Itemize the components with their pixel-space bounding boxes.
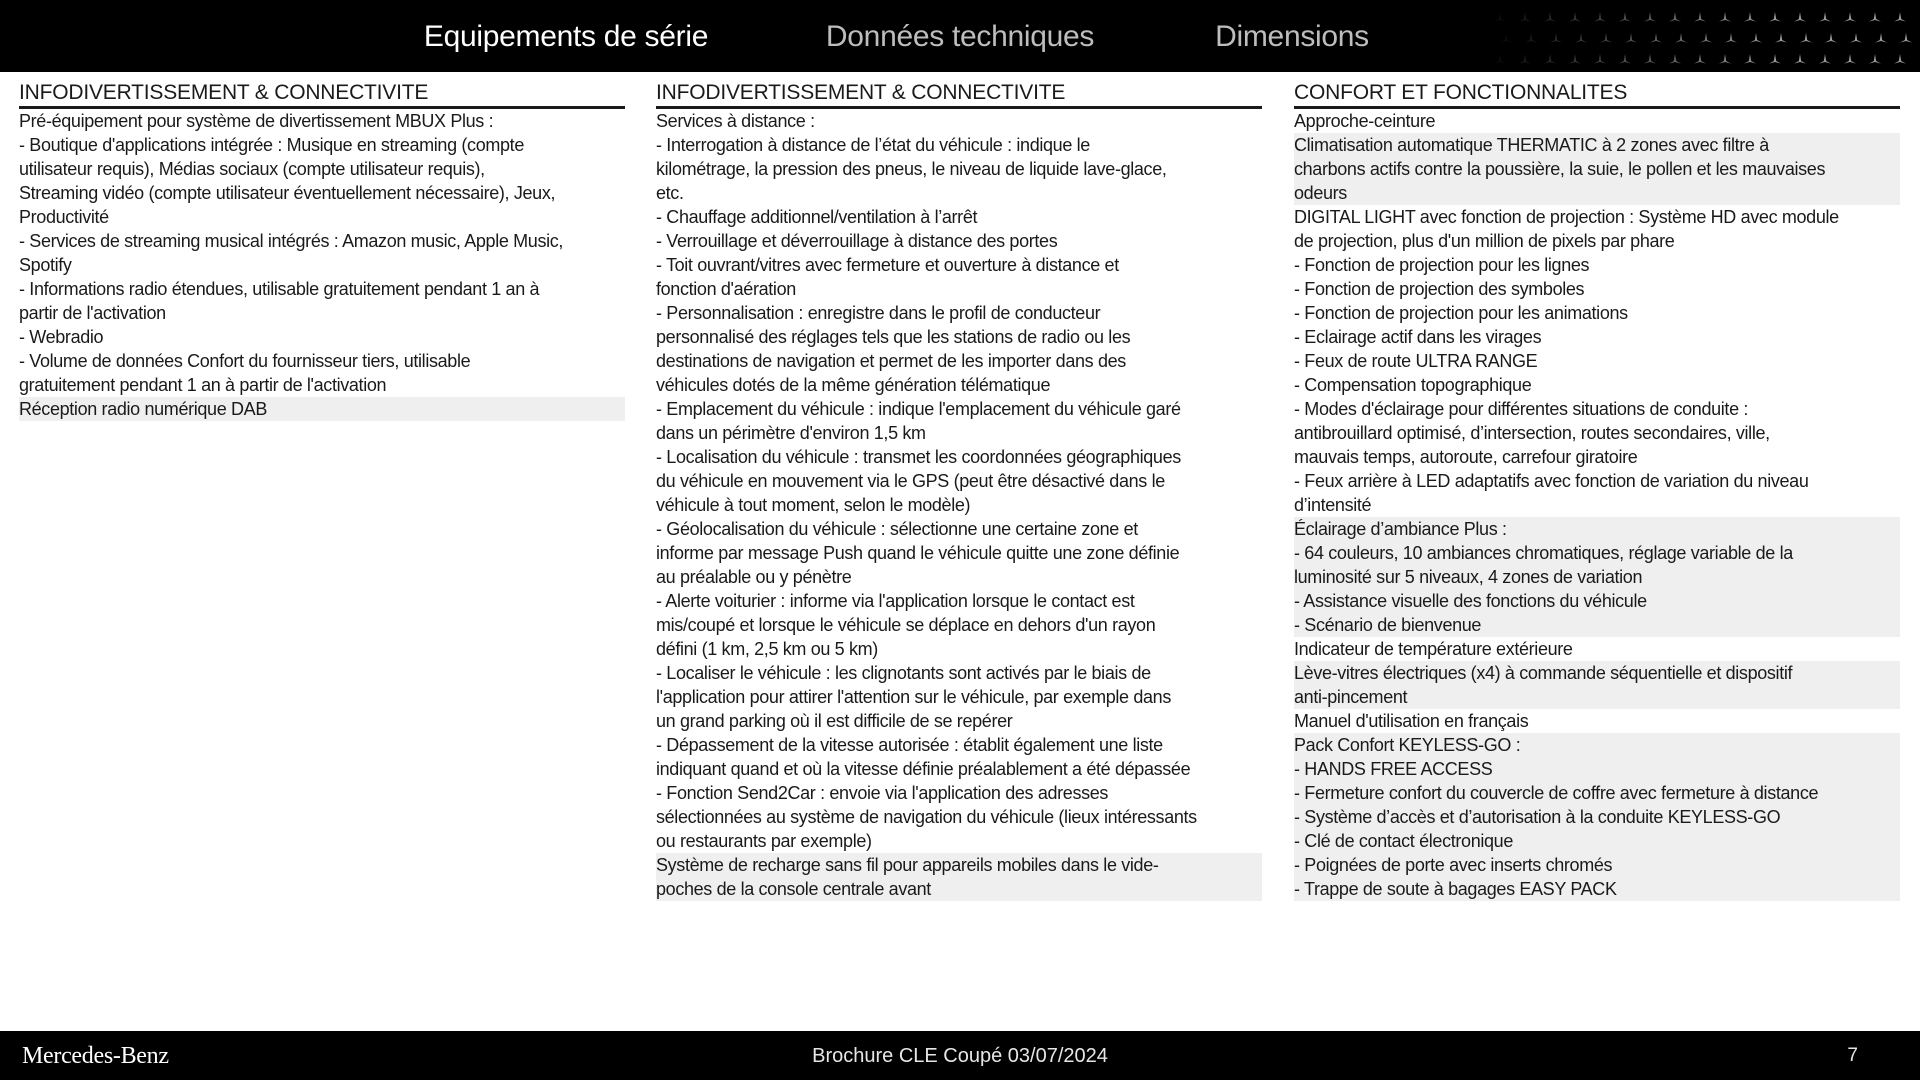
star-icon: [1750, 33, 1762, 43]
star-icon: [1769, 54, 1781, 64]
equipment-text-line: antibrouillard optimisé, d’intersection, routes secondaires, ville,: [1294, 423, 1770, 443]
equipment-text-line: etc.: [656, 183, 684, 203]
star-icon: [1775, 33, 1787, 43]
equipment-item: [1294, 709, 1900, 733]
star-icon: [1869, 12, 1881, 22]
equipment-text-line: ou restaurants par exemple): [656, 831, 872, 851]
equipment-text-line: - Compensation topographique: [1294, 375, 1532, 395]
equipment-text-line: - Feux arrière à LED adaptatifs avec fonction de variation du niveau: [1294, 471, 1809, 491]
equipment-text-line: - Chauffage additionnel/ventilation à l’arrêt: [656, 207, 978, 227]
equipment-text-line: Système de recharge sans fil pour appareils mobiles dans le vide-: [656, 855, 1159, 875]
star-icon: [1675, 33, 1687, 43]
star-icon: [1800, 33, 1812, 43]
equipment-text-line: d’intensité: [1294, 495, 1372, 515]
equipment-text-line: - Localisation du véhicule : transmet les coordonnées géographiques: [656, 447, 1181, 467]
star-icon: [1544, 12, 1556, 22]
equipment-text-line: véhicules dotés de la même génération télématique: [656, 375, 1051, 395]
star-icon: [1625, 33, 1637, 43]
equipment-text-line: - Fonction de projection pour les lignes: [1294, 255, 1590, 275]
star-icon: [1694, 12, 1706, 22]
equipment-text-line: fonction d'aération: [656, 279, 796, 299]
column-infodivertissement-2: [656, 80, 1262, 901]
equipment-text-line: - Fonction de projection des symboles: [1294, 279, 1585, 299]
star-icon: [1519, 54, 1531, 64]
star-icon: [1894, 54, 1906, 64]
equipment-text-line: - Verrouillage et déverrouillage à distance des portes: [656, 231, 1058, 251]
equipment-item: [1294, 637, 1900, 661]
star-icon: [1544, 54, 1556, 64]
equipment-text-line: - Scénario de bienvenue: [1294, 615, 1482, 635]
equipment-text-line: poches de la console centrale avant: [656, 879, 931, 899]
footer-bar: [0, 1031, 1920, 1080]
equipment-item: [1294, 517, 1900, 637]
equipment-text-line: utilisateur requis), Médias sociaux (compte utilisateur requis),: [19, 159, 485, 179]
equipment-text-line: Indicateur de température extérieure: [1294, 639, 1573, 659]
tab-donnees-techniques[interactable]: Données techniques: [825, 20, 1095, 53]
equipment-text-line: - Webradio: [19, 327, 104, 347]
equipment-text-line: de projection, plus d'un million de pixels par phare: [1294, 231, 1675, 251]
equipment-text-line: Climatisation automatique THERMATIC à 2 zones avec filtre à: [1294, 135, 1769, 155]
mercedes-benz-logo: Mercedes-Benz: [22, 1043, 169, 1069]
equipment-text-line: kilométrage, la pression des pneus, le niveau de liquide lave-glace,: [656, 159, 1167, 179]
equipment-text-line: odeurs: [1294, 183, 1347, 203]
equipment-text-line: - Alerte voiturier : informe via l'application lorsque le contact est: [656, 591, 1135, 611]
star-icon: [1744, 54, 1756, 64]
equipment-text-line: - Localiser le véhicule : les clignotants sont activés par le biais de: [656, 663, 1151, 683]
equipment-text-line: gratuitement pendant 1 an à partir de l'activation: [19, 375, 387, 395]
star-icon: [1569, 12, 1581, 22]
equipment-text-line: - Interrogation à distance de l’état du véhicule : indique le: [656, 135, 1090, 155]
equipment-text-line: mis/coupé et lorsque le véhicule se déplace en dehors d'un rayon: [656, 615, 1156, 635]
equipment-text-line: - Toit ouvrant/vitres avec fermeture et ouverture à distance et: [656, 255, 1119, 275]
star-icon: [1550, 33, 1562, 43]
star-icon: [1644, 54, 1656, 64]
equipment-text-line: destinations de navigation et permet de les importer dans des: [656, 351, 1126, 371]
equipment-text-line: personnalisé des réglages tels que les stations de radio ou les: [656, 327, 1131, 347]
section-heading: INFODIVERTISSEMENT & CONNECTIVITE: [19, 80, 625, 109]
equipment-text-line: - Fermeture confort du couvercle de coffre avec fermeture à distance: [1294, 783, 1819, 803]
equipment-text-line: du véhicule en mouvement via le GPS (peut être désactivé dans le: [656, 471, 1165, 491]
tab-dimensions[interactable]: Dimensions: [1215, 20, 1369, 53]
equipment-text-line: - Personnalisation : enregistre dans le profil de conducteur: [656, 303, 1101, 323]
star-icon: [1719, 54, 1731, 64]
equipment-text-line: sélectionnées au système de navigation du véhicule (lieux intéressants: [656, 807, 1197, 827]
equipment-text-line: - Poignées de porte avec inserts chromés: [1294, 855, 1613, 875]
star-icon: [1600, 33, 1612, 43]
equipment-item: [656, 109, 1262, 853]
equipment-text-line: l'application pour attirer l'attention sur le véhicule, par exemple dans: [656, 687, 1171, 707]
column-infodivertissement-1: [19, 80, 625, 421]
section-heading: CONFORT ET FONCTIONNALITES: [1294, 80, 1900, 109]
star-icon: [1769, 12, 1781, 22]
equipment-text-line: luminosité sur 5 niveaux, 4 zones de variation: [1294, 567, 1643, 587]
equipment-text-line: Productivité: [19, 207, 109, 227]
equipment-text-line: - Services de streaming musical intégrés : Amazon music, Apple Music,: [19, 231, 564, 251]
star-icon: [1500, 33, 1512, 43]
star-icon: [1669, 54, 1681, 64]
equipment-text-line: défini (1 km, 2,5 km ou 5 km): [656, 639, 878, 659]
equipment-text-line: au préalable ou y pénètre: [656, 567, 852, 587]
equipment-text-line: Services à distance :: [656, 111, 815, 131]
equipment-text-line: - Volume de données Confort du fournisseur tiers, utilisable: [19, 351, 471, 371]
star-icon: [1694, 54, 1706, 64]
equipment-text-line: - Dépassement de la vitesse autorisée : établit également une liste: [656, 735, 1163, 755]
star-icon: [1719, 12, 1731, 22]
top-navigation-bar: [0, 0, 1920, 72]
equipment-item: [1294, 661, 1900, 709]
equipment-text-line: - Fonction de projection pour les animations: [1294, 303, 1628, 323]
star-icon: [1725, 33, 1737, 43]
star-icon: [1594, 54, 1606, 64]
equipment-text-line: anti-pincement: [1294, 687, 1408, 707]
equipment-item: [19, 397, 625, 421]
equipment-text-line: - 64 couleurs, 10 ambiances chromatiques, réglage variable de la: [1294, 543, 1793, 563]
equipment-text-line: - Assistance visuelle des fonctions du véhicule: [1294, 591, 1647, 611]
star-icon: [1650, 33, 1662, 43]
equipment-text-line: dans un périmètre d'environ 1,5 km: [656, 423, 926, 443]
equipment-item: [656, 853, 1262, 901]
star-icon: [1644, 12, 1656, 22]
section-heading: INFODIVERTISSEMENT & CONNECTIVITE: [656, 80, 1262, 109]
equipment-text-line: Lève-vitres électriques (x4) à commande séquentielle et dispositif: [1294, 663, 1793, 683]
star-icon: [1700, 33, 1712, 43]
equipment-text-line: - Emplacement du véhicule : indique l'emplacement du véhicule garé: [656, 399, 1181, 419]
star-icon: [1825, 33, 1837, 43]
star-icon: [1744, 12, 1756, 22]
equipment-text-line: - HANDS FREE ACCESS: [1294, 759, 1493, 779]
equipment-text-line: informe par message Push quand le véhicule quitte une zone définie: [656, 543, 1180, 563]
star-icon: [1494, 54, 1506, 64]
equipment-text-line: Éclairage d’ambiance Plus :: [1294, 519, 1507, 539]
equipment-text-line: mauvais temps, autoroute, carrefour giratoire: [1294, 447, 1638, 467]
equipment-item: [1294, 733, 1900, 901]
equipment-text-line: indiquant quand et où la vitesse définie préalablement a été dépassée: [656, 759, 1191, 779]
equipment-text-line: partir de l'activation: [19, 303, 166, 323]
star-icon: [1819, 54, 1831, 64]
equipment-item: [1294, 133, 1900, 205]
star-icon: [1569, 54, 1581, 64]
equipment-text-line: - Clé de contact électronique: [1294, 831, 1513, 851]
column-confort-fonctionnalites: [1294, 80, 1900, 901]
star-icon: [1894, 12, 1906, 22]
star-icon: [1869, 54, 1881, 64]
star-pattern-icon: [1480, 0, 1920, 72]
star-icon: [1819, 12, 1831, 22]
equipment-text-line: - Système d’accès et d’autorisation à la conduite KEYLESS-GO: [1294, 807, 1781, 827]
equipment-text-line: un grand parking où il est difficile de se repérer: [656, 711, 1013, 731]
star-icon: [1844, 54, 1856, 64]
page-number: 7: [1847, 1045, 1858, 1066]
equipment-text-line: - Informations radio étendues, utilisable gratuitement pendant 1 an à: [19, 279, 540, 299]
star-icon: [1875, 33, 1887, 43]
equipment-text-line: Pack Confort KEYLESS-GO :: [1294, 735, 1521, 755]
star-icon: [1594, 12, 1606, 22]
equipment-item: [19, 109, 625, 397]
equipment-text-line: véhicule à tout moment, selon le modèle): [656, 495, 971, 515]
equipment-text-line: Réception radio numérique DAB: [19, 399, 267, 419]
equipment-text-line: - Fonction Send2Car : envoie via l'application des adresses: [656, 783, 1109, 803]
equipment-text-line: - Feux de route ULTRA RANGE: [1294, 351, 1538, 371]
equipment-text-line: - Trappe de soute à bagages EASY PACK: [1294, 879, 1617, 899]
star-icon: [1619, 12, 1631, 22]
star-icon: [1794, 12, 1806, 22]
equipment-text-line: charbons actifs contre la poussière, la suie, le pollen et les mauvaises: [1294, 159, 1826, 179]
equipment-text-line: - Eclairage actif dans les virages: [1294, 327, 1542, 347]
equipment-text-line: Streaming vidéo (compte utilisateur éventuellement nécessaire), Jeux,: [19, 183, 556, 203]
star-icon: [1525, 33, 1537, 43]
equipment-text-line: Spotify: [19, 255, 72, 275]
equipment-text-line: - Géolocalisation du véhicule : sélectionne une certaine zone et: [656, 519, 1138, 539]
star-icon: [1575, 33, 1587, 43]
equipment-item: [1294, 109, 1900, 133]
brochure-title: Brochure CLE Coupé 03/07/2024: [812, 1045, 1108, 1067]
star-icon: [1519, 12, 1531, 22]
star-icon: [1494, 12, 1506, 22]
star-icon: [1794, 54, 1806, 64]
equipment-text-line: Pré-équipement pour système de divertissement MBUX Plus :: [19, 111, 494, 131]
star-icon: [1850, 33, 1862, 43]
equipment-item: [1294, 205, 1900, 517]
tab-equipements-de-serie[interactable]: Equipements de série: [423, 20, 709, 53]
star-icon: [1619, 54, 1631, 64]
equipment-text-line: - Modes d'éclairage pour différentes situations de conduite :: [1294, 399, 1749, 419]
star-icon: [1669, 12, 1681, 22]
equipment-text-line: Manuel d'utilisation en français: [1294, 711, 1529, 731]
equipment-text-line: Approche-ceinture: [1294, 111, 1436, 131]
star-icon: [1900, 33, 1912, 43]
equipment-text-line: - Boutique d'applications intégrée : Musique en streaming (compte: [19, 135, 524, 155]
star-icon: [1844, 12, 1856, 22]
equipment-text-line: DIGITAL LIGHT avec fonction de projection : Système HD avec module: [1294, 207, 1839, 227]
